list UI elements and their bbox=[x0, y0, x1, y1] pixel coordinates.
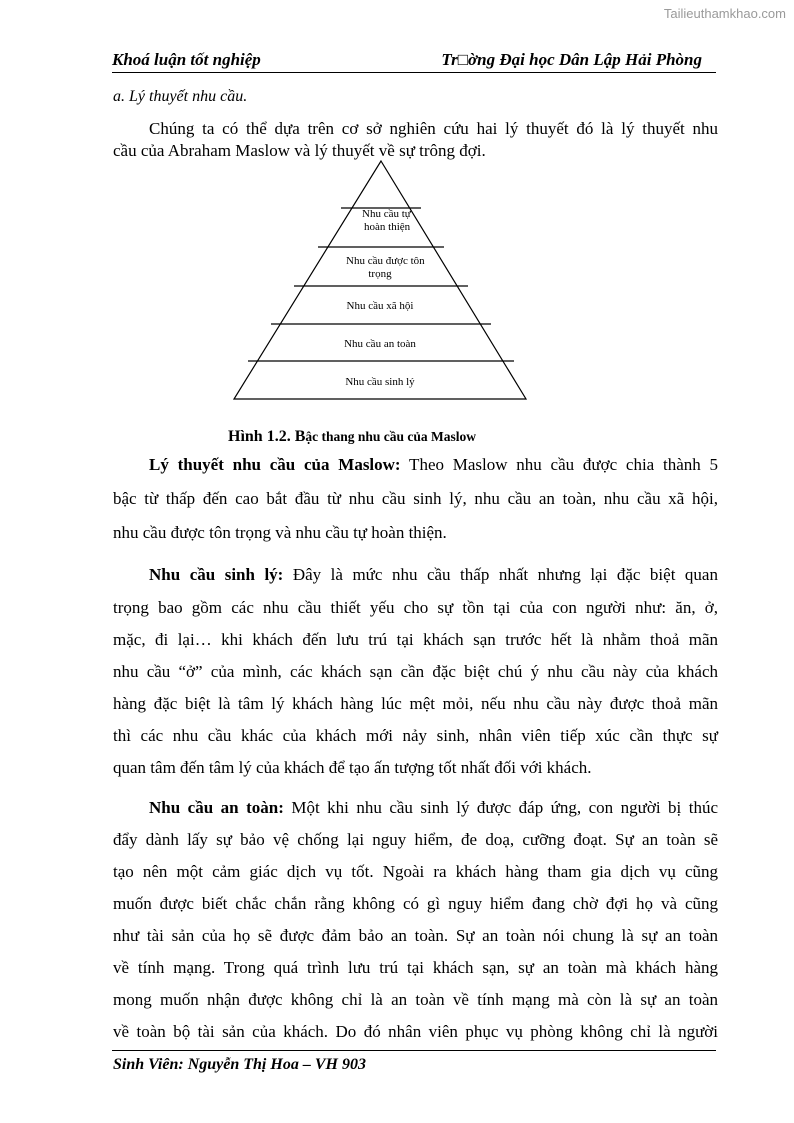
watermark: Tailieuthamkhao.com bbox=[663, 6, 786, 21]
pyramid-level-esteem: Nhu cầu được tôn bbox=[346, 255, 425, 267]
pyramid-level-physiological: Nhu cầu sinh lý bbox=[345, 376, 415, 388]
para3-line-4: muốn được biết chắc chắn rằng không có gì nguy hiểm đang chờ đợi họ và cũng bbox=[113, 894, 718, 913]
pyramid-level-esteem-2: trọng bbox=[368, 268, 392, 280]
intro-line-2: cầu của Abraham Maslow và lý thuyết về sự trông đợi. bbox=[113, 141, 486, 160]
para3-line-7: mong muốn nhận được không chỉ là an toàn về tính mạng mà còn là sự an toàn bbox=[113, 990, 718, 1009]
pyramid-level-self-actualization: Nhu cầu tự bbox=[362, 208, 411, 220]
para3-line-6: về tính mạng. Trong quá trình lưu trú tại khách sạn, sự an toàn mà khách hàng bbox=[113, 958, 718, 977]
page-header bbox=[112, 50, 716, 72]
para3-line-8: về toàn bộ tài sản của khách. Do đó nhân viên phục vụ phòng không chỉ là người bbox=[113, 1022, 718, 1041]
para1-line-2: bậc từ thấp đến cao bắt đầu từ nhu cầu sinh lý, nhu cầu an toàn, nhu cầu xã hội, bbox=[113, 489, 718, 508]
para2-line-6: thì các nhu cầu khác của khách mới nảy sinh, nhân viên tiếp xúc cần thực sự bbox=[113, 726, 718, 745]
para2-line-7: quan tâm đến tâm lý của khách để tạo ấn tượng tốt nhất đối với khách. bbox=[113, 758, 592, 777]
para2-line-3: mặc, đi lại… khi khách đến lưu trú tại khách sạn trước hết là nhằm thoả mãn bbox=[113, 630, 718, 649]
pyramid-level-social: Nhu cầu xã hội bbox=[346, 300, 414, 312]
header-rule bbox=[112, 72, 716, 73]
para2-line-4: nhu cầu “ở” của mình, các khách sạn cần đặc biệt chú ý nhu cầu này của khách bbox=[113, 662, 718, 681]
intro-line-1: Chúng ta có thể dựa trên cơ sở nghiên cứu hai lý thuyết đó là lý thuyết nhu bbox=[149, 119, 718, 138]
para3-line-5: như tài sản của họ sẽ được đảm bảo an toàn. Sự an toàn nói chung là sự an toàn bbox=[113, 926, 718, 945]
para3-line-2: đẩy dành lấy sự bảo vệ chống lại nguy hiểm, đe doạ, cưỡng đoạt. Sự an toàn sẽ bbox=[113, 830, 718, 849]
section-title: a. Lý thuyết nhu cầu. bbox=[113, 88, 248, 105]
pyramid-level-safety: Nhu cầu an toàn bbox=[344, 338, 416, 350]
para1-line-1: Lý thuyết nhu cầu của Maslow: Theo Maslow nhu cầu được chia thành 5 bbox=[149, 455, 718, 474]
para1-line-3: nhu cầu được tôn trọng và nhu cầu tự hoàn thiện. bbox=[113, 523, 447, 542]
para2-line-2: trọng bao gồm các nhu cầu thiết yếu cho sự tồn tại của con người như: ăn, ở, bbox=[113, 598, 718, 617]
para3-line-1: Nhu cầu an toàn: Một khi nhu cầu sinh lý được đáp ứng, con người bị thúc bbox=[149, 798, 719, 817]
pyramid-level-self-actualization-2: hoàn thiện bbox=[364, 221, 411, 233]
figure-caption: Hình 1.2. Bậc thang nhu cầu của Maslow bbox=[228, 428, 477, 445]
maslow-pyramid bbox=[230, 160, 530, 400]
para2-line-1: Nhu cầu sinh lý: Đây là mức nhu cầu thấp nhất nhưng lại đặc biệt quan bbox=[149, 565, 718, 584]
para3-line-3: tạo nên một cảm giác dịch vụ tốt. Ngoài ra khách hàng tham gia dịch vụ cũng bbox=[113, 862, 718, 881]
header-left: Khoá luận tốt nghiệp bbox=[112, 50, 261, 69]
header-right: Tr□ờng Đại học Dân Lập Hải Phòng bbox=[441, 50, 702, 69]
footer-rule bbox=[112, 1050, 716, 1051]
pyramid-outline bbox=[234, 161, 526, 399]
para2-line-5: hàng đặc biệt là tâm lý khách hàng lúc mệt mỏi, nếu nhu cầu này được thoả mãn bbox=[113, 694, 718, 713]
page-footer: Sinh Viên: Nguyễn Thị Hoa – VH 903 bbox=[113, 1056, 366, 1073]
